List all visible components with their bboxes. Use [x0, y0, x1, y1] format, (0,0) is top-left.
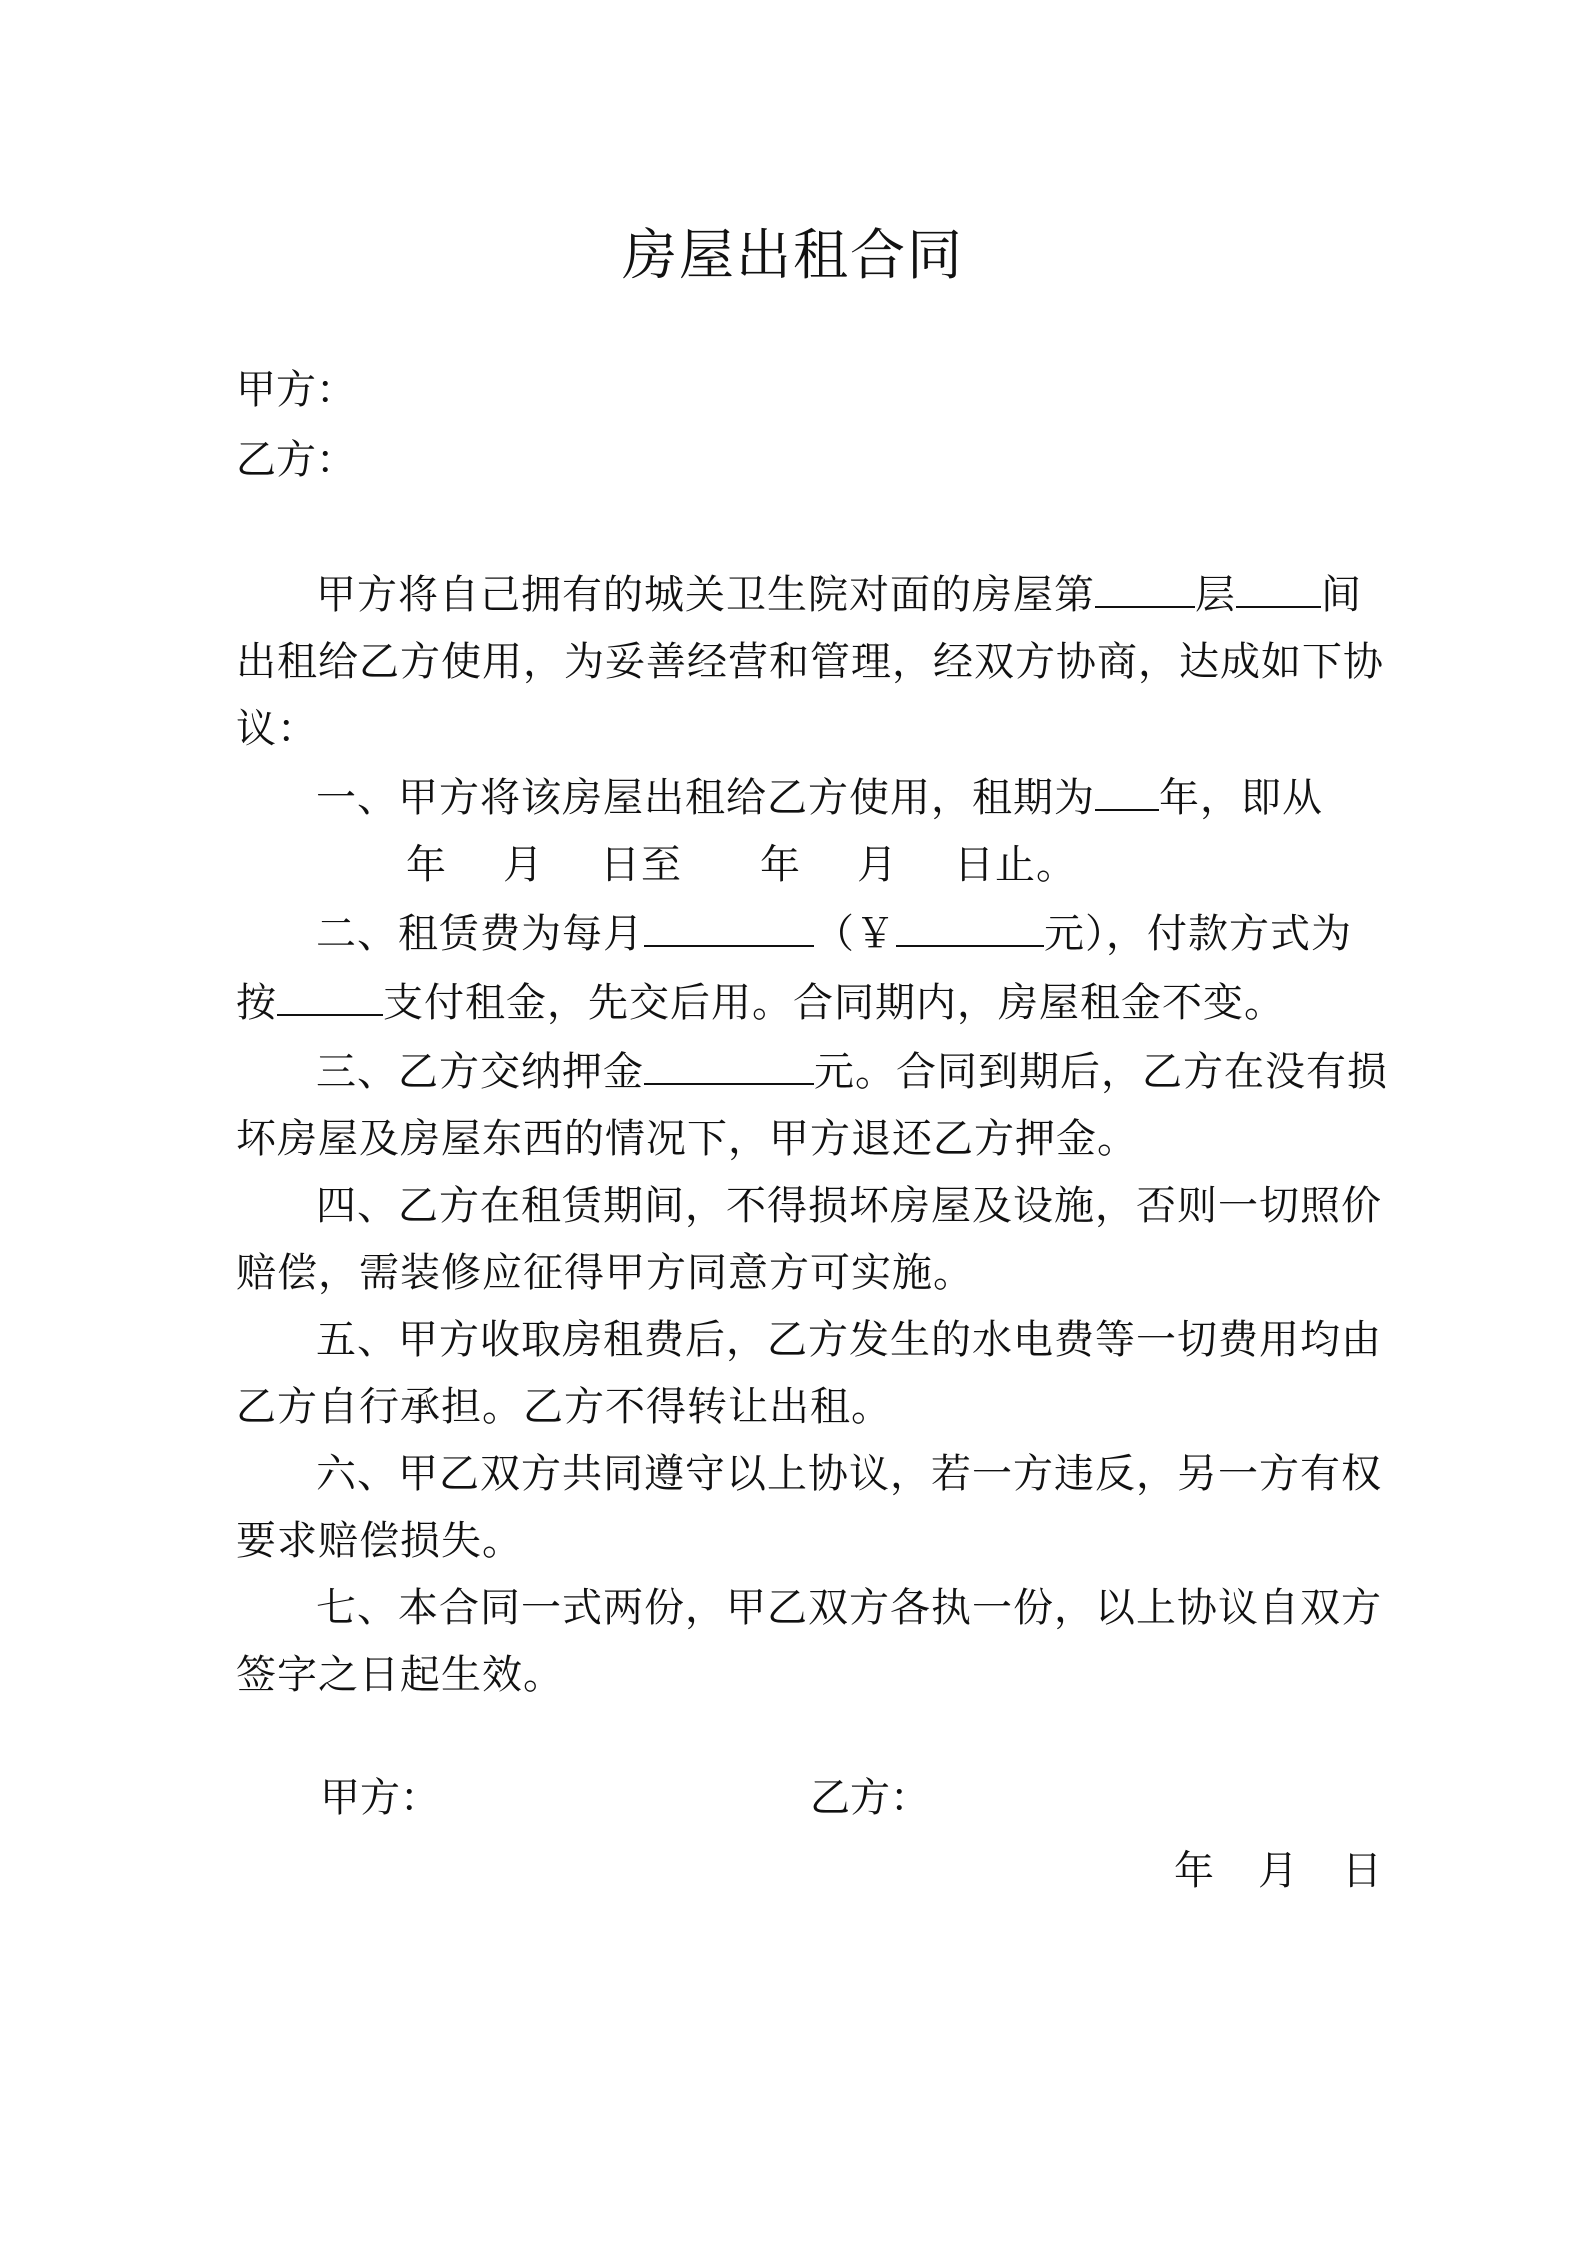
clause-2: [236, 899, 1391, 1037]
date-from-year: 年: [406, 842, 447, 888]
intro-text-1: 甲方将自己拥有的城关卫生院对面的房屋第: [316, 572, 1095, 618]
clause-1: [236, 763, 1391, 832]
clause-5: 五、甲方收取房租费后，乙方发生的水电费等一切费用均由乙方自行承担。乙方不得转让出租。: [236, 1317, 1382, 1430]
signature-day: 日: [1342, 1848, 1382, 1894]
signature-party-b: 乙方：: [810, 1775, 930, 1821]
intro-paragraph: [236, 560, 1391, 763]
contract-body: [236, 560, 1391, 1709]
header-party-b: 乙方：: [236, 437, 356, 483]
date-from-month: 月: [503, 842, 544, 888]
clause-3: [236, 1037, 1391, 1173]
clause-2-text-2: （￥: [814, 911, 896, 957]
intro-text-3: 间出租给乙方使用，为妥善经营和管理，经双方协商，达成如下协议：: [236, 572, 1384, 752]
clause-3-text-1: 三、乙方交纳押金: [316, 1049, 644, 1095]
clause-1-text-2: 年，即从: [1159, 775, 1323, 821]
date-to-year: 年: [760, 842, 801, 888]
clause-3-text-2: 元。合同到期后，乙方在没有损坏房屋及房屋东西的情况下，甲方退还乙方押金。: [236, 1049, 1388, 1162]
date-to-month: 月: [857, 842, 898, 888]
signature-party-a: 甲方：: [320, 1775, 440, 1821]
monthly-rent-blank: [644, 899, 814, 947]
clause-7: 七、本合同一式两份，甲乙双方各执一份，以上协议自双方签字之日起生效。: [236, 1585, 1382, 1698]
room-blank: [1236, 560, 1321, 608]
clause-2-text-4: 支付租金，先交后用。合同期内，房屋租金不变。: [383, 980, 1285, 1026]
payment-period-blank: [277, 968, 383, 1016]
date-to-day: 日止。: [954, 842, 1077, 888]
clause-4: 四、乙方在租赁期间，不得损坏房屋及设施，否则一切照价赔偿，需装修应征得甲方同意方可实施。: [236, 1183, 1382, 1296]
header-party-a: 甲方：: [236, 367, 356, 413]
deposit-blank: [644, 1037, 814, 1085]
date-from-day: 日至: [600, 842, 682, 888]
lease-term-blank: [1095, 763, 1159, 811]
clause-2-text-1: 二、租赁费为每月: [316, 911, 644, 957]
lease-date-range: [236, 832, 1391, 899]
floor-blank: [1095, 560, 1195, 608]
clause-1-text-1: 一、甲方将该房屋出租给乙方使用，租期为: [316, 775, 1095, 821]
signature-month: 月: [1258, 1848, 1298, 1894]
rent-amount-blank: [896, 899, 1044, 947]
signature-year: 年: [1174, 1848, 1214, 1894]
clause-2-text-3: 元），付款方式为按: [236, 911, 1352, 1026]
signature-date: [1174, 1843, 1382, 1899]
document-title: 房屋出租合同: [621, 223, 964, 287]
clause-6: 六、甲乙双方共同遵守以上协议，若一方违反，另一方有权要求赔偿损失。: [236, 1451, 1382, 1564]
intro-text-2: 层: [1195, 572, 1236, 618]
